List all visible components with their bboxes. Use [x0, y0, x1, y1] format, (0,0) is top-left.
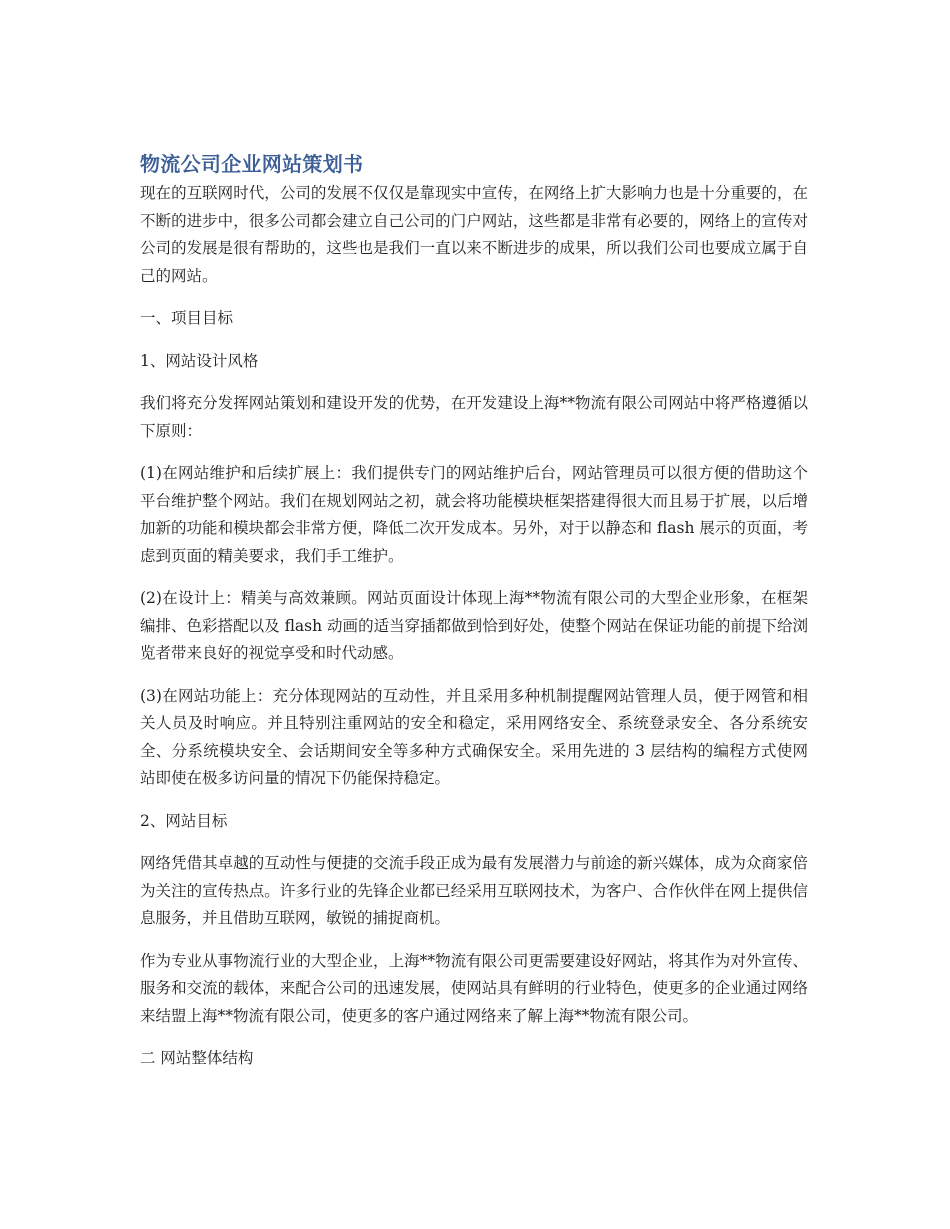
section-heading-project-goals: 一、项目目标 — [140, 309, 234, 327]
document-page — [140, 150, 808, 1088]
intro-paragraph: 现在的互联网时代，公司的发展不仅仅是靠现实中宣传，在网络上扩大影响力也是十分重要的，在不断的进步中，很多公司都会建立自己公司的门户网站，这些都是非常有必要的，网络上的宣传对公司的发展是很有帮助的，这些也是我们一直以来不断进步的成果，所以我们公司也要成立属于自己的网站。 — [140, 184, 808, 285]
principle-function-paragraph: (3)在网站功能上：充分体现网站的互动性，并且采用多种机制提醒网站管理人员，便于网管和相关人员及时响应。并且特别注重网站的安全和稳定，采用网络安全、系统登录安全、各分系统安全、分系统模块安全、会话期间安全等多种方式确保安全。采用先进的 3 层结构的编程方式使网站即使在极多访问量的情况下仍能保持稳定。 — [140, 686, 808, 787]
subheading-design-style: 1、网站设计风格 — [140, 351, 259, 370]
principle-maintenance-paragraph: (1)在网站维护和后续扩展上：我们提供专门的网站维护后台，网站管理员可以很方便的借助这个平台维护整个网站。我们在规划网站之初，就会将功能模块框架搭建得很大而且易于扩展，以后增加新的功能和模块都会非常方便，降低二次开发成本。另外，对于以静态和 flash 展示的页面，考虑到页面的精美要求，我们手工维护。 — [140, 464, 808, 565]
design-style-intro-paragraph: 我们将充分发挥网站策划和建设开发的优势，在开发建设上海**物流有限公司网站中将严格遵循以下原则： — [140, 394, 808, 440]
goals-paragraph-2: 作为专业从事物流行业的大型企业，上海**物流有限公司更需要建设好网站，将其作为对外宣传、服务和交流的载体，来配合公司的迅速发展，使网站具有鲜明的行业特色，使更多的企业通过网络来结盟上海**物流有限公司，使更多的客户通过网络来了解上海**物流有限公司。 — [140, 951, 808, 1025]
subheading-website-goals: 2、网站目标 — [140, 811, 228, 830]
document-title: 物流公司企业网站策划书 — [140, 152, 364, 176]
section-heading-overall-structure: 二 网站整体结构 — [140, 1049, 254, 1067]
principle-design-paragraph: (2)在设计上：精美与高效兼顾。网站页面设计体现上海**物流有限公司的大型企业形象，在框架编排、色彩搭配以及 flash 动画的适当穿插都做到恰到好处，使整个网站在保证功能的前提下给浏览者带来良好的视觉享受和时代动感。 — [140, 589, 808, 662]
goals-paragraph-1: 网络凭借其卓越的互动性与便捷的交流手段正成为最有发展潜力与前途的新兴媒体，成为众商家倍为关注的宣传热点。许多行业的先锋企业都已经采用互联网技术，为客户、合作伙伴在网上提供信息服务，并且借助互联网，敏锐的捕捉商机。 — [140, 854, 808, 927]
